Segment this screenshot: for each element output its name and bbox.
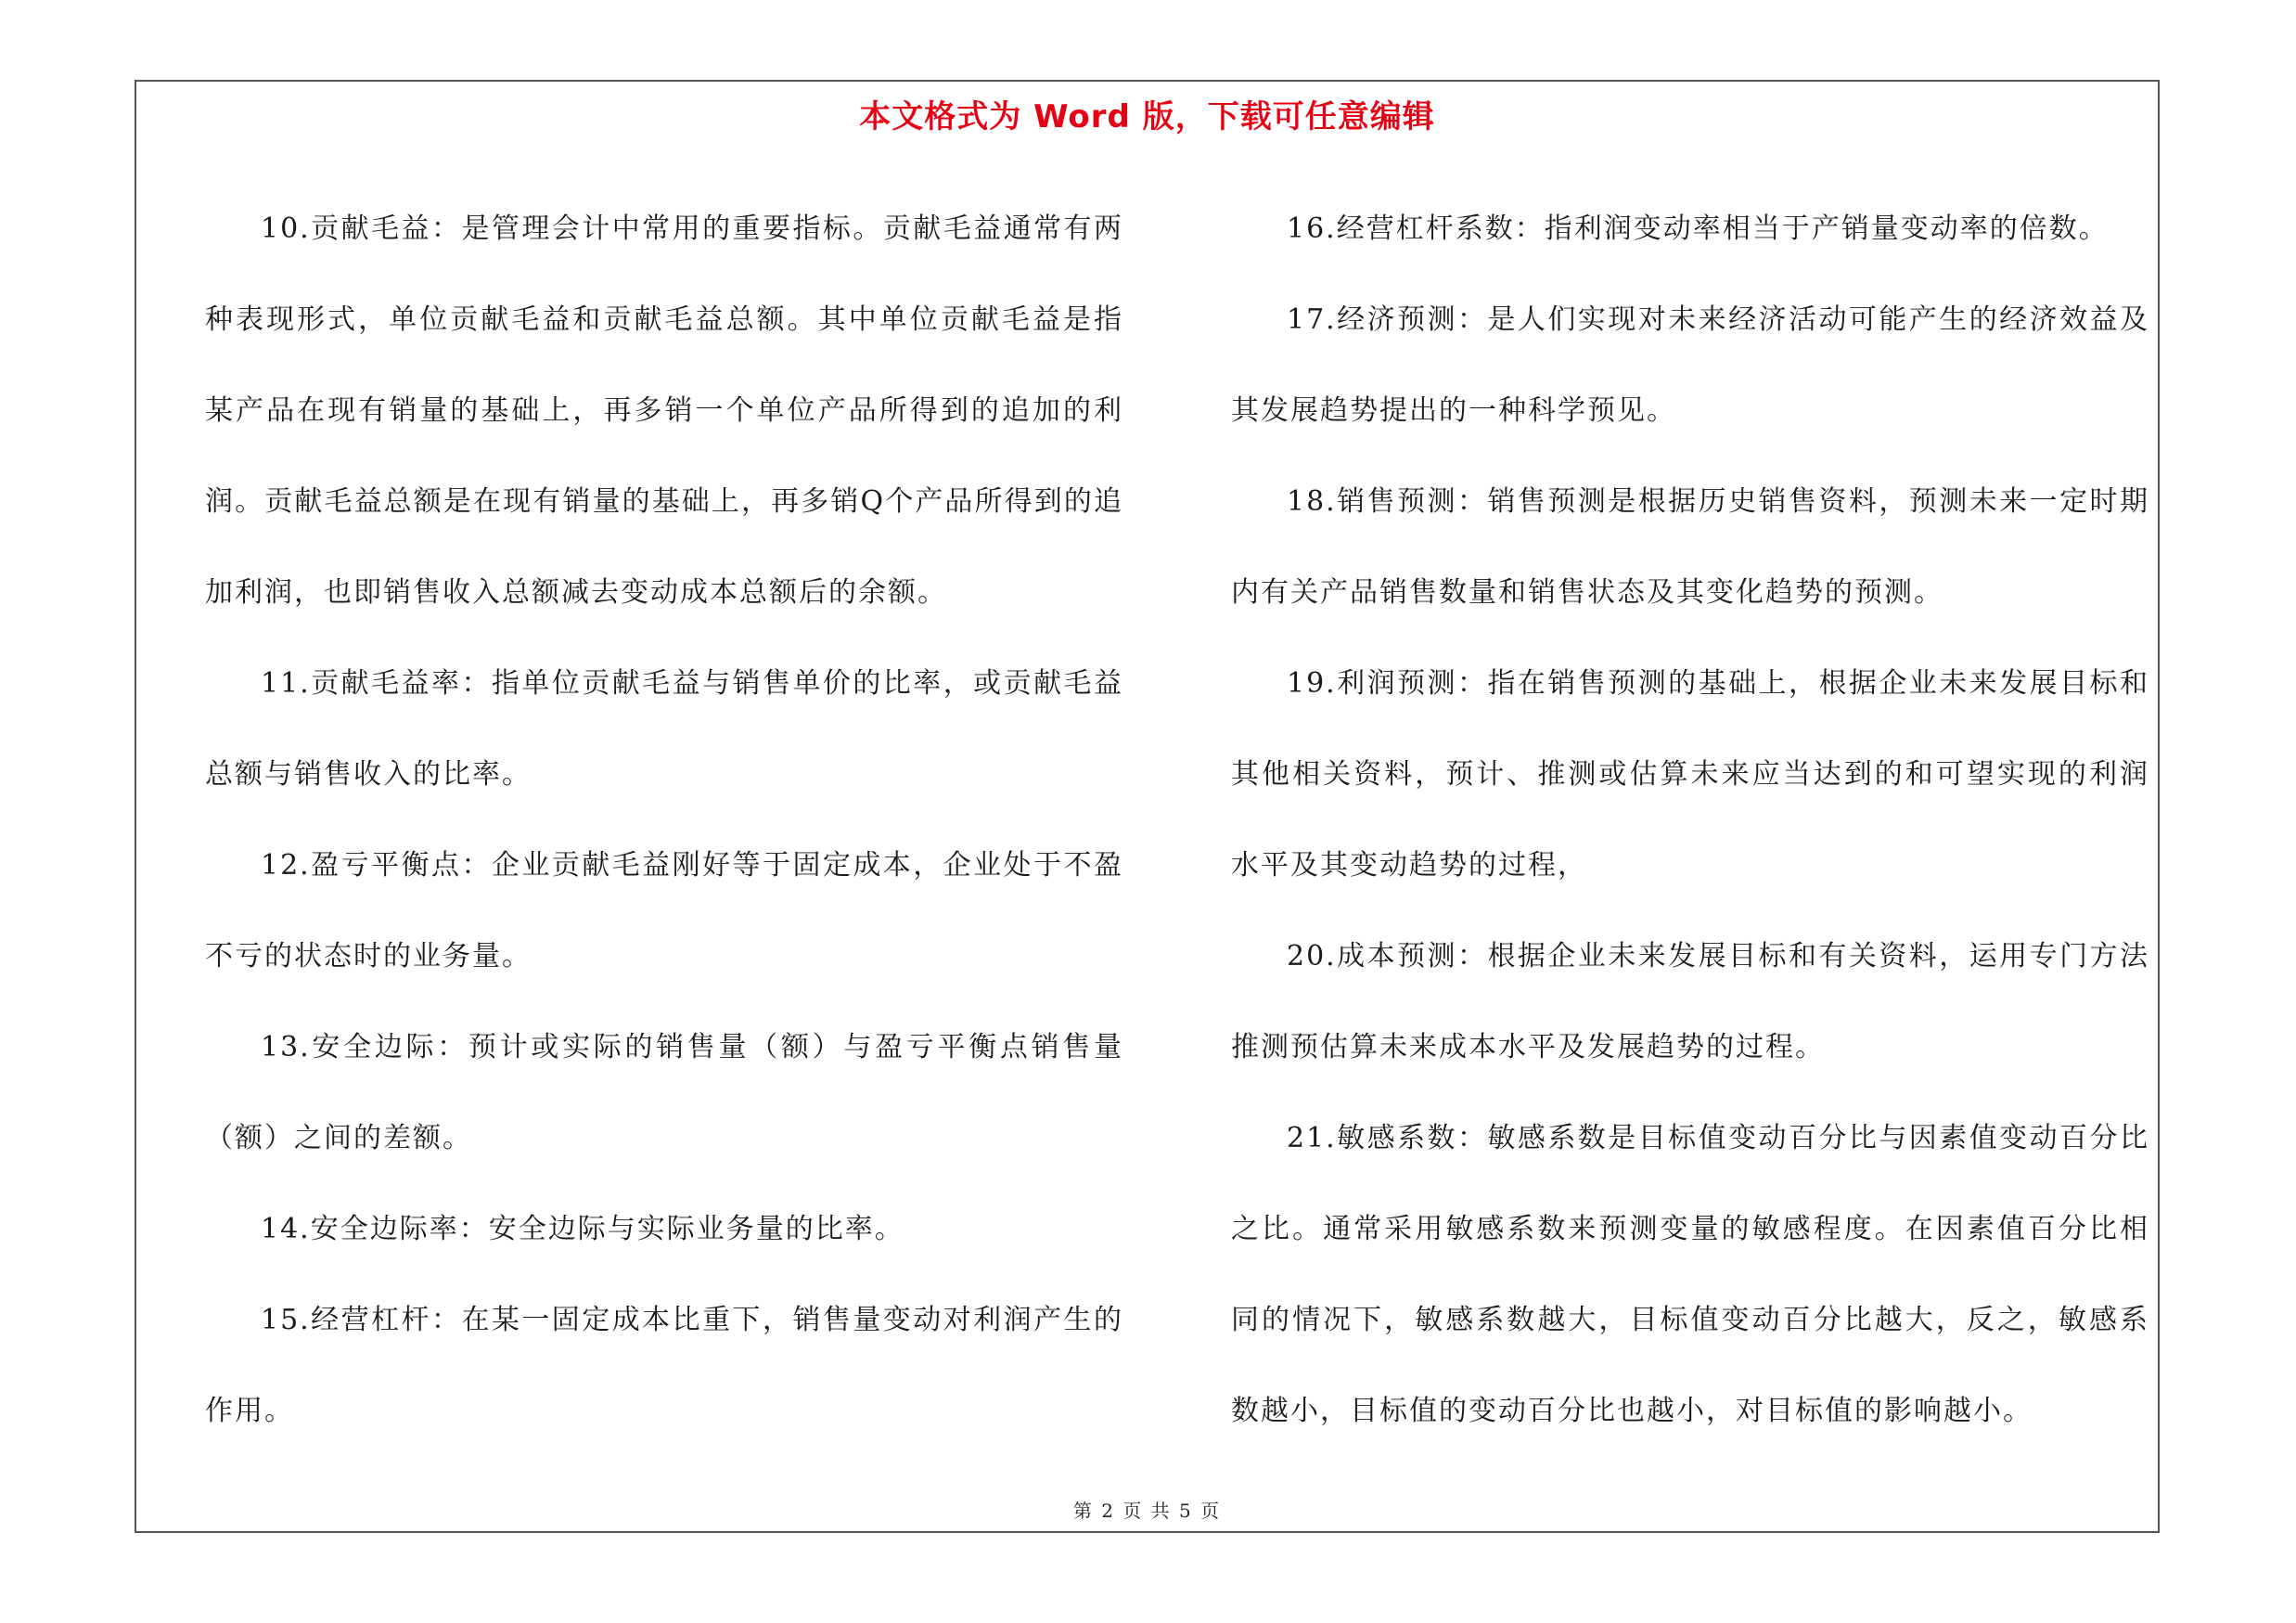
left-column bbox=[205, 184, 1123, 1457]
paragraph-10: 10.贡献毛益：是管理会计中常用的重要指标。贡献毛益通常有两种表现形式，单位贡献毛益和贡献毛益总额。其中单位贡献毛益是指某产品在现有销量的基础上，再多销一个单位产品所得到的追加的利润。贡献毛益总额是在现有销量的基础上，再多销Q个产品所得到的追加利润，也即销售收入总额减去变动成本总额后的余额。 bbox=[205, 213, 1123, 609]
paragraph-18: 18.销售预测：销售预测是根据历史销售资料，预测未来一定时期内有关产品销售数量和销售状态及其变化趋势的预测。 bbox=[1231, 485, 2149, 609]
paragraph-20: 20.成本预测：根据企业未来发展目标和有关资料，运用专门方法推测预估算未来成本水平及发展趋势的过程。 bbox=[1231, 940, 2149, 1063]
paragraph-14: 14.安全边际率：安全边际与实际业务量的比率。 bbox=[261, 1213, 904, 1245]
paragraph-12: 12.盈亏平衡点：企业贡献毛益刚好等于固定成本，企业处于不盈不亏的状态时的业务量。 bbox=[205, 849, 1123, 973]
right-column bbox=[1231, 184, 2149, 1457]
paragraph-19: 19.利润预测：指在销售预测的基础上，根据企业未来发展目标和其他相关资料，预计、推测或估算未来应当达到的和可望实现的利润水平及其变动趋势的过程， bbox=[1231, 667, 2149, 882]
page-number: 第 2 页 共 5 页 bbox=[1072, 1500, 1222, 1522]
paragraph-15: 15.经营杠杆：在某一固定成本比重下，销售量变动对利润产生的作用。 bbox=[205, 1304, 1123, 1427]
paragraph-21: 21.敏感系数：敏感系数是目标值变动百分比与因素值变动百分比之比。通常采用敏感系数来预测变量的敏感程度。在因素值百分比相同的情况下，敏感系数越大，目标值变动百分比越大，反之，敏感系数越小，目标值的变动百分比也越小，对目标值的影响越小。 bbox=[1231, 1122, 2149, 1427]
page-frame bbox=[135, 80, 2160, 1533]
paragraph-11: 11.贡献毛益率：指单位贡献毛益与销售单价的比率，或贡献毛益总额与销售收入的比率。 bbox=[205, 667, 1123, 791]
paragraph-17: 17.经济预测：是人们实现对未来经济活动可能产生的经济效益及其发展趋势提出的一种科学预见。 bbox=[1231, 303, 2149, 427]
paragraph-16: 16.经营杠杆系数：指利润变动率相当于产销量变动率的倍数。 bbox=[1287, 213, 2109, 245]
paragraph-13: 13.安全边际：预计或实际的销售量（额）与盈亏平衡点销售量（额）之间的差额。 bbox=[205, 1031, 1123, 1154]
header-banner: 本文格式为 Word 版，下载可任意编辑 bbox=[859, 98, 1435, 135]
